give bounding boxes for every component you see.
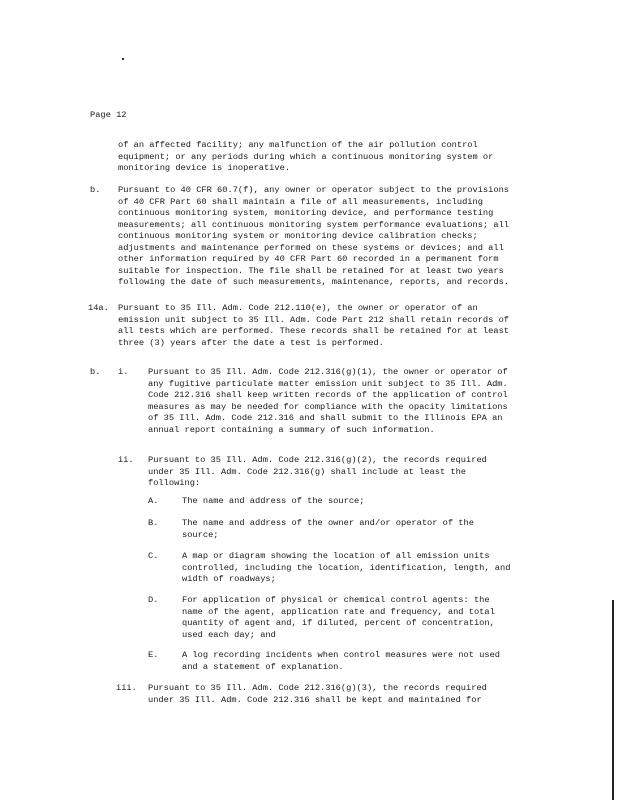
- sub-i-marker: i.: [118, 367, 129, 377]
- sub-ii-item-marker: C.: [148, 551, 159, 561]
- sub-iii-marker: iii.: [116, 683, 137, 693]
- sub-ii-item-text: The name and address of the source;: [182, 496, 365, 506]
- intro-paragraph: of an affected facility; any malfunction of the air pollution control equipment; or any periods during which a continuous monitoring system or monitoring device is inoperative.: [118, 140, 499, 173]
- sub-ii-item-marker: A.: [148, 496, 159, 506]
- sub-ii-text: Pursuant to 35 Ill. Adm. Code 212.316(g)(2), the records required under 35 Ill. Adm. Code 212.316(g) shall include at least the following:: [148, 455, 493, 488]
- sub-iii-text: Pursuant to 35 Ill. Adm. Code 212.316(g)(3), the records required under 35 Ill. Adm. Code 212.316 shall be kept and maintained for: [148, 683, 493, 705]
- sub-ii-marker: ii.: [118, 455, 134, 465]
- item-14a-text: Pursuant to 35 Ill. Adm. Code 212.110(e), the owner or operator of an emission unit subject to 35 Ill. Adm. Code Part 212 shall retain records of all tests which are performed. These records shall be retained for at least three (3) years after the date a test is performed.: [118, 303, 515, 348]
- sub-i-text: Pursuant to 35 Ill. Adm. Code 212.316(g)(1), the owner or operator of any fugitive particulate matter emission unit subject to 35 Ill. Adm. Code 212.316 shall keep written records of the application of control measures as may be needed for compliance with the opacity limitations of 35 Ill. Adm. Code 212.316 and shall submit to the Illinois EPA an annual report containing a summary of such information.: [148, 367, 513, 435]
- sub-ii-item-text: A log recording incidents when control measures were not used and a statement of explanation.: [182, 650, 506, 672]
- scan-speck: [122, 58, 124, 60]
- item-14a-marker: 14a.: [88, 303, 109, 313]
- item-b2-marker: b.: [90, 367, 101, 377]
- page-number: Page 12: [90, 110, 127, 120]
- item-b-text: Pursuant to 40 CFR 60.7(f), any owner or operator subject to the provisions of 40 CFR Part 60 shall maintain a file of all measurements, including continuous monitoring system, monitoring device, and performance testing measurements; all continuous monitoring system performance evaluations; all continuous monitoring system or monitoring device calibration checks; adjustments and maintenance performed on these systems or devices; and all other information required by 40 CFR Part 60 recorded in a permanent form suitable for inspection. The file shall be retained for at least two years following the date of such measurements, maintenance, reports, and records.: [118, 185, 515, 287]
- sub-ii-item-marker: B.: [148, 518, 159, 528]
- sub-ii-item-marker: E.: [148, 650, 159, 660]
- sub-ii-item-marker: D.: [148, 595, 159, 605]
- item-b-marker: b.: [90, 185, 101, 195]
- sub-ii-item-text: For application of physical or chemical control agents: the name of the agent, application rate and frequency, and total quantity of agent and, if diluted, percent of concentration, used each day; and: [182, 595, 501, 640]
- sub-ii-item-text: The name and address of the owner and/or operator of the source;: [182, 518, 480, 540]
- sub-ii-item-text: A map or diagram showing the location of all emission units controlled, including the location, identification, length, and width of roadways;: [182, 551, 516, 584]
- scan-edge-line: [612, 600, 614, 800]
